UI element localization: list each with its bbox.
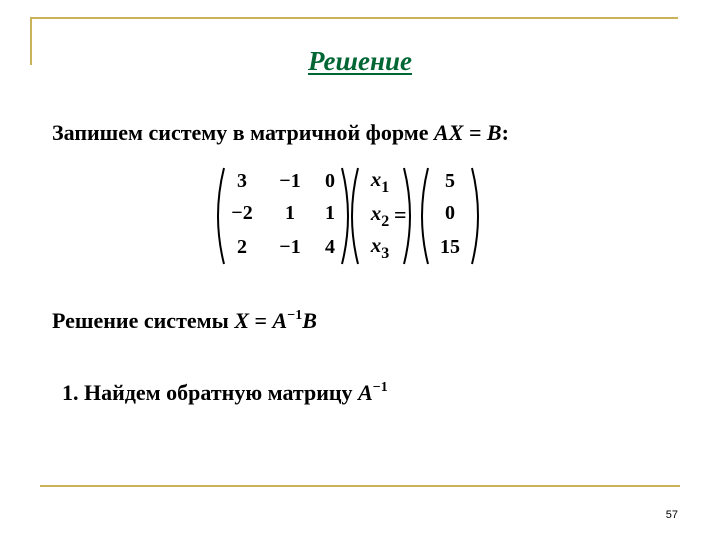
step-one-statement: [62, 380, 388, 406]
vector-b-entry: 15: [440, 236, 460, 258]
solution-inverse-exponent: −1: [287, 308, 303, 323]
matrix-equation: [210, 164, 480, 268]
slide-title: Решение: [308, 46, 412, 76]
vector-x-entry: $x_1$: [370, 167, 390, 196]
matrix-a-cell: 4: [325, 236, 335, 258]
vector-x-entry: $x_3$: [370, 233, 390, 262]
step-one-inverse-exponent: −1: [372, 380, 388, 395]
matrix-a-cell: 3: [237, 170, 247, 192]
matrix-form-statement: [52, 120, 509, 146]
vector-b-entry: 5: [445, 170, 455, 192]
page-number: 57: [665, 509, 678, 521]
step-one-text: 1. Найдем обратную матрицу: [62, 380, 359, 405]
matrix-a-cell: −1: [279, 170, 301, 192]
equals-sign: =: [394, 202, 407, 227]
step-one-inverse: A: [358, 380, 373, 405]
vector-x-entry: $x_2$: [370, 201, 390, 230]
solution-statement: [52, 308, 317, 334]
matrix-a-cell: −1: [279, 236, 301, 258]
vector-b-entry: 0: [445, 202, 455, 224]
statement-text: Запишем систему в матричной форме: [52, 120, 435, 145]
solution-rhs: B: [302, 308, 317, 333]
matrix-a-cell: 2: [237, 236, 247, 258]
solution-lhs: X: [234, 308, 249, 333]
statement-formula: AX = B: [434, 120, 502, 145]
matrix-a-cell: 1: [325, 202, 335, 224]
frame-top-line: [30, 17, 678, 19]
solution-text: Решение системы: [52, 308, 235, 333]
statement-suffix: :: [501, 120, 509, 145]
solution-eq: =: [249, 308, 273, 333]
matrix-a-cell: 1: [285, 202, 295, 224]
solution-inverse: A: [272, 308, 288, 333]
matrix-a-cell: −2: [231, 202, 253, 224]
matrix-a-cell: 0: [325, 170, 335, 192]
frame-bottom-line: [40, 485, 680, 487]
